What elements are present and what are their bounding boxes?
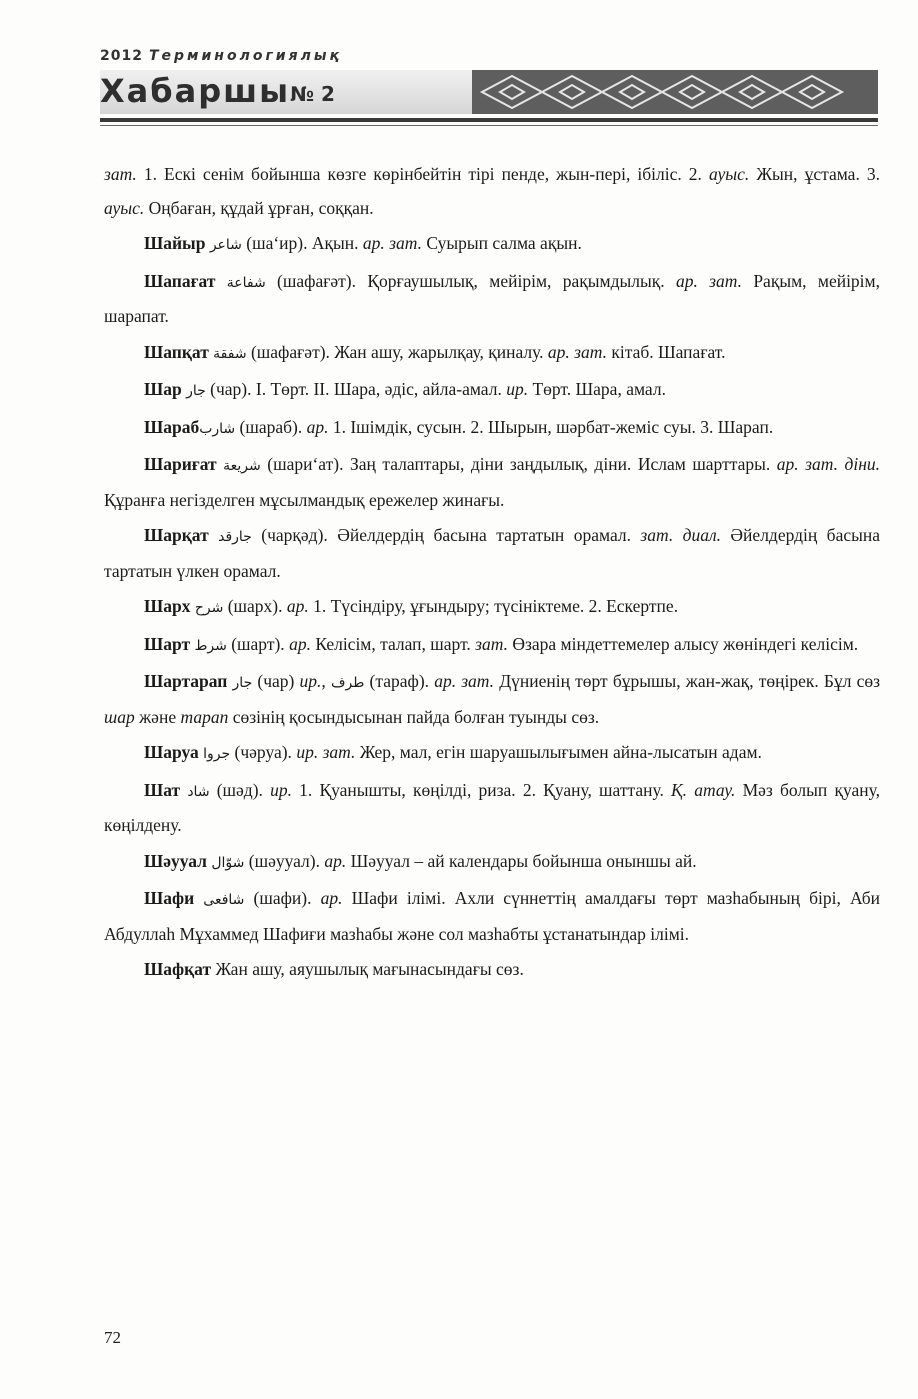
definition-text: Өзара міндеттемелер алысу жөніндегі келісім. (507, 633, 859, 654)
journal-title: Хабаршы (100, 72, 291, 110)
definition-text: (шәд). (209, 779, 271, 800)
grammar-label: ир. зат. (296, 742, 356, 762)
header-rule-thin (100, 125, 878, 126)
grammar-label: зат. диал. (640, 525, 721, 545)
grammar-label: ауыс. (104, 197, 145, 218)
arabic-spelling: جروا (203, 746, 231, 762)
definition-text: Шәууал – ай календары бойынша оныншы ай. (346, 850, 697, 871)
dictionary-entry (104, 158, 880, 225)
dictionary-entry (104, 411, 880, 447)
grammar-label: Қ. атау. (671, 779, 736, 800)
headword: Шарх (144, 596, 191, 616)
grammar-label: зат. (104, 164, 137, 184)
dictionary-content (104, 158, 880, 989)
definition-text: Рақым, мейірім, шарапат. (104, 270, 880, 326)
definition-text: (шарт). (226, 633, 290, 654)
headword: Шапқат (144, 341, 209, 362)
headword: Шариғат (144, 454, 217, 474)
headword: Шарқат (144, 525, 209, 545)
definition-text: (чәруа). (230, 742, 297, 762)
definition-text: Жан ашу, аяушылық мағынасындағы сөз. (211, 959, 524, 979)
definition-text: Төрт. Шара, амал. (528, 379, 666, 399)
headword: Шәууал (144, 850, 207, 871)
definition-text: Жер, мал, егін шаруашылығымен айна-лысатын адам. (355, 742, 762, 762)
dictionary-entry (104, 628, 880, 664)
arabic-spelling: شرط (194, 637, 227, 654)
arabic-spelling: جارقد (218, 529, 252, 545)
grammar-label: шар (104, 706, 135, 727)
grammar-label: ар. зат. (362, 233, 422, 253)
definition-text: , (321, 671, 331, 691)
grammar-label: ар. (320, 888, 343, 908)
dictionary-entry (104, 774, 880, 843)
dictionary-entry (104, 665, 880, 734)
dictionary-entry (104, 448, 880, 517)
headword: Шараб (144, 416, 200, 437)
dictionary-entry (104, 590, 880, 626)
definition-text: (ша‘ир). Ақын. (241, 233, 363, 253)
definition-text: 1. Ескі сенім бойынша көзге көрінбейтін тірі пенде, жын-пері, ібіліс. 2. (136, 164, 709, 184)
definition-text: Келісім, талап, шарт. (310, 633, 476, 654)
headword: Шапағат (144, 270, 216, 291)
definition-text: Әйелдердің басына тартатын үлкен орамал. (104, 525, 880, 581)
arabic-spelling: شارب (199, 420, 236, 437)
arabic-spelling: شريعة (223, 458, 261, 474)
header-rule-thick (100, 118, 878, 122)
headword: Шартарап (144, 671, 228, 691)
dictionary-entry (104, 519, 880, 588)
dictionary-entry (104, 845, 880, 881)
definition-text: (шарх). (223, 596, 287, 616)
arabic-spelling: جار (186, 383, 206, 399)
definition-text: Суырып салма ақын. (421, 233, 582, 253)
definition-text: (чар). І. Төрт. ІІ. Шара, әдіс, айла-амал. (205, 379, 507, 399)
grammar-label: ар. зат. (434, 671, 495, 691)
arabic-spelling: جار (232, 675, 253, 691)
definition-text: сөзінің қосындысынан пайда болған туынды сөз. (228, 706, 600, 727)
definition-text: (шафағәт). Жан ашу, жарылқау, қиналу. (246, 341, 548, 362)
arabic-spelling: شافعى (203, 892, 245, 908)
definition-text: (шәууал). (244, 850, 325, 871)
grammar-label: ауыс. (709, 164, 750, 184)
definition-text: кітаб. Шапағат. (606, 341, 726, 362)
dictionary-entry (104, 227, 880, 263)
dictionary-entry (104, 953, 880, 987)
grammar-label: ир. (506, 379, 529, 399)
definition-text (194, 888, 203, 908)
definition-text: (тараф). (364, 671, 435, 691)
arabic-spelling: شاعر (209, 237, 242, 253)
definition-text: 1. Ішімдік, сусын. 2. Шырын, шәрбат-жеміс суы. 3. Шарап. (328, 416, 774, 437)
grammar-label: зат. (475, 633, 508, 654)
dictionary-entry (104, 882, 880, 951)
journal-year-line (100, 48, 342, 64)
dictionary-entry (104, 373, 880, 409)
grammar-label: ар. зат. (547, 341, 607, 362)
arabic-spelling: شفاعة (226, 274, 266, 291)
definition-text: Мәз болып қуану, көңілдену. (104, 779, 880, 835)
definition-text: (шафи). (244, 888, 321, 908)
headword: Шафқат (144, 959, 212, 979)
arabic-spelling: شاد (187, 783, 210, 800)
dictionary-entry (104, 336, 880, 372)
issue-number: № 2 (290, 82, 335, 106)
grammar-label: ар. (324, 850, 347, 871)
grammar-label: тарап (180, 706, 229, 727)
arabic-spelling: شفقة (213, 345, 247, 362)
dictionary-entry (104, 736, 880, 772)
grammar-label: ар. зат. (675, 270, 742, 291)
headword: Шаруа (144, 742, 199, 762)
definition-text: Дүниенің төрт бұрышы, жан-жақ, төңірек. Бұл сөз (494, 671, 881, 691)
headword: Шайыр (144, 233, 206, 253)
definition-text: Жын, ұстама. 3. (749, 164, 880, 184)
arabic-spelling: شرح (194, 600, 224, 616)
definition-text: 1. Түсіндіру, ұғындыру; түсініктеме. 2. Ескертпе. (308, 596, 679, 616)
grammar-label: ар. (286, 596, 309, 616)
page-number: 72 (104, 1328, 121, 1347)
grammar-label: ар. зат. діни. (776, 454, 880, 474)
definition-text: Шафи ілімі. Ахли сүннеттің амалдағы төрт мазһабының бірі, Аби Абдуллаһ Мұхаммед Шафиғи мазһабы және сол мазһабты ұстанатындар ілімі. (104, 888, 880, 944)
grammar-label: ар. (289, 633, 311, 654)
definition-text: (шафағәт). Қорғаушылық, мейірім, рақымдылық. (265, 270, 676, 291)
headword: Шарт (144, 633, 191, 654)
dictionary-entry (104, 265, 880, 334)
journal-header (100, 46, 878, 136)
grammar-label: ир. (299, 671, 322, 691)
journal-name-line1: Терминологиялық (148, 48, 342, 64)
definition-text: 1. Қуанышты, көңілді, риза. 2. Қуану, шаттану. (291, 779, 672, 800)
definition-text: (шари‘ат). Заң талаптары, діни заңдылық, діни. Ислам шарттары. (260, 454, 777, 474)
definition-text: Құранға негізделген мұсылмандық ережелер жинағы. (104, 489, 505, 510)
definition-text: (шараб). (235, 416, 307, 437)
definition-text: Оңбаған, құдай ұрған, соққан. (144, 197, 374, 218)
journal-year: 2012 (100, 48, 143, 64)
headword: Шат (144, 779, 181, 800)
arabic-spelling: طرف (330, 675, 365, 691)
definition-text: (чарқәд). Әйелдердің басына тартатын орамал. (251, 525, 641, 545)
headword: Шар (144, 379, 182, 399)
definition-text (215, 271, 226, 291)
grammar-label: ир. (270, 779, 292, 800)
ornament-pattern (472, 70, 878, 114)
definition-text: және (134, 706, 181, 727)
headword: Шафи (144, 888, 195, 908)
definition-text: (чар) (252, 671, 300, 691)
grammar-label: ар. (306, 416, 329, 437)
definition-text (209, 525, 218, 545)
arabic-spelling: شوّال (211, 854, 245, 871)
